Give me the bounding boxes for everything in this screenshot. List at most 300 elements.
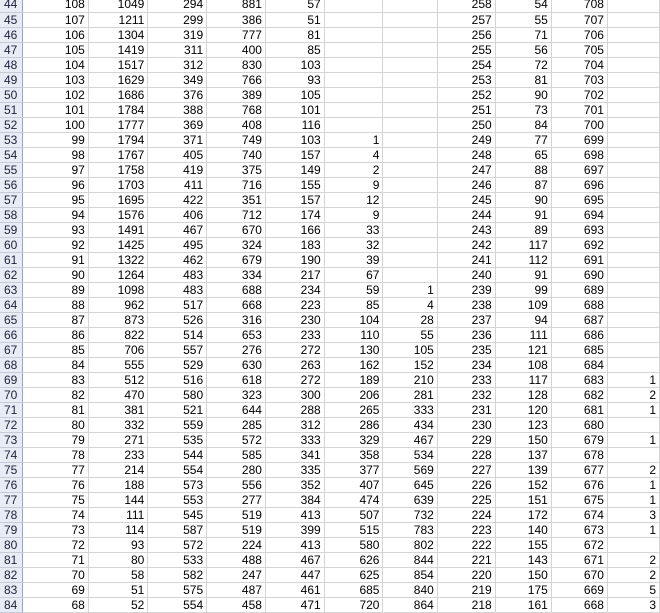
cell[interactable]: 572 (207, 432, 266, 447)
cell[interactable]: 1629 (88, 72, 148, 87)
cell[interactable]: 71 (495, 27, 551, 42)
cell[interactable]: 697 (551, 162, 607, 177)
cell[interactable]: 740 (207, 147, 266, 162)
cell[interactable]: 712 (207, 207, 266, 222)
cell[interactable]: 248 (437, 147, 495, 162)
cell[interactable]: 9 (324, 207, 383, 222)
cell[interactable]: 670 (207, 222, 266, 237)
cell[interactable]: 335 (265, 462, 324, 477)
cell[interactable]: 679 (207, 252, 266, 267)
row-header[interactable]: 64 (0, 297, 22, 312)
cell[interactable] (607, 102, 659, 117)
cell[interactable]: 87 (495, 177, 551, 192)
cell[interactable]: 85 (265, 42, 324, 57)
cell[interactable]: 59 (324, 282, 383, 297)
cell[interactable]: 703 (551, 72, 607, 87)
cell[interactable]: 695 (551, 192, 607, 207)
cell[interactable]: 190 (265, 252, 324, 267)
cell[interactable]: 334 (207, 267, 266, 282)
cell[interactable]: 533 (148, 552, 207, 567)
cell[interactable] (324, 102, 383, 117)
cell[interactable] (607, 72, 659, 87)
cell[interactable]: 236 (437, 327, 495, 342)
cell[interactable]: 462 (148, 252, 207, 267)
cell[interactable]: 559 (148, 417, 207, 432)
cell[interactable] (607, 222, 659, 237)
row-header[interactable]: 49 (0, 72, 22, 87)
cell[interactable]: 87 (22, 312, 88, 327)
cell[interactable]: 700 (551, 117, 607, 132)
cell[interactable] (607, 327, 659, 342)
cell[interactable]: 881 (207, 0, 266, 12)
cell[interactable]: 516 (148, 372, 207, 387)
cell[interactable] (607, 237, 659, 252)
cell[interactable]: 103 (265, 132, 324, 147)
cell[interactable]: 407 (324, 477, 383, 492)
cell[interactable]: 672 (551, 537, 607, 552)
row-header[interactable]: 69 (0, 372, 22, 387)
cell[interactable]: 1 (607, 402, 659, 417)
cell[interactable]: 157 (265, 192, 324, 207)
cell[interactable]: 229 (437, 432, 495, 447)
cell[interactable] (383, 192, 437, 207)
cell[interactable]: 80 (88, 552, 148, 567)
cell[interactable] (324, 27, 383, 42)
cell[interactable]: 85 (22, 342, 88, 357)
cell[interactable]: 93 (22, 222, 88, 237)
row-header[interactable]: 70 (0, 387, 22, 402)
cell[interactable]: 4 (383, 297, 437, 312)
cell[interactable] (324, 42, 383, 57)
cell[interactable]: 100 (22, 117, 88, 132)
cell[interactable]: 470 (88, 387, 148, 402)
cell[interactable]: 105 (383, 342, 437, 357)
cell[interactable]: 210 (383, 372, 437, 387)
cell[interactable]: 54 (495, 0, 551, 12)
cell[interactable]: 678 (551, 447, 607, 462)
cell[interactable]: 316 (207, 312, 266, 327)
cell[interactable]: 685 (324, 582, 383, 597)
cell[interactable]: 155 (495, 537, 551, 552)
row-header[interactable]: 53 (0, 132, 22, 147)
cell[interactable]: 1703 (88, 177, 148, 192)
row-header[interactable]: 72 (0, 417, 22, 432)
cell[interactable] (383, 162, 437, 177)
cell[interactable]: 108 (22, 0, 88, 12)
cell[interactable]: 217 (265, 267, 324, 282)
cell[interactable]: 1491 (88, 222, 148, 237)
cell[interactable]: 130 (324, 342, 383, 357)
cell[interactable]: 1784 (88, 102, 148, 117)
cell[interactable] (324, 57, 383, 72)
cell[interactable]: 413 (265, 537, 324, 552)
cell[interactable]: 699 (551, 132, 607, 147)
cell[interactable]: 535 (148, 432, 207, 447)
cell[interactable]: 555 (88, 357, 148, 372)
cell[interactable]: 447 (265, 567, 324, 582)
cell[interactable]: 240 (437, 267, 495, 282)
cell[interactable]: 88 (495, 162, 551, 177)
cell[interactable]: 1517 (88, 57, 148, 72)
cell[interactable] (383, 72, 437, 87)
cell[interactable]: 139 (495, 462, 551, 477)
cell[interactable]: 152 (495, 477, 551, 492)
cell[interactable]: 104 (324, 312, 383, 327)
cell[interactable]: 653 (207, 327, 266, 342)
cell[interactable]: 90 (495, 192, 551, 207)
cell[interactable]: 55 (383, 327, 437, 342)
cell[interactable] (324, 117, 383, 132)
cell[interactable]: 618 (207, 372, 266, 387)
cell[interactable]: 668 (551, 597, 607, 612)
cell[interactable]: 57 (265, 0, 324, 12)
cell[interactable]: 116 (265, 117, 324, 132)
cell[interactable]: 239 (437, 282, 495, 297)
cell[interactable]: 645 (383, 477, 437, 492)
cell[interactable]: 720 (324, 597, 383, 612)
cell[interactable]: 519 (207, 522, 266, 537)
cell[interactable]: 690 (551, 267, 607, 282)
cell[interactable]: 488 (207, 552, 266, 567)
cell[interactable]: 545 (148, 507, 207, 522)
cell[interactable]: 99 (495, 282, 551, 297)
cell[interactable]: 151 (495, 492, 551, 507)
cell[interactable] (607, 27, 659, 42)
cell[interactable]: 384 (265, 492, 324, 507)
row-header[interactable]: 66 (0, 327, 22, 342)
cell[interactable]: 81 (265, 27, 324, 42)
cell[interactable]: 143 (495, 552, 551, 567)
cell[interactable] (607, 207, 659, 222)
cell[interactable]: 71 (22, 552, 88, 567)
row-header[interactable]: 77 (0, 492, 22, 507)
cell[interactable] (607, 297, 659, 312)
cell[interactable]: 526 (148, 312, 207, 327)
cell[interactable]: 223 (265, 297, 324, 312)
cell[interactable]: 137 (495, 447, 551, 462)
cell[interactable]: 668 (207, 297, 266, 312)
cell[interactable]: 777 (207, 27, 266, 42)
row-header[interactable]: 47 (0, 42, 22, 57)
cell[interactable] (383, 102, 437, 117)
row-header[interactable]: 78 (0, 507, 22, 522)
cell[interactable]: 183 (265, 237, 324, 252)
cell[interactable]: 91 (495, 267, 551, 282)
cell[interactable]: 65 (495, 147, 551, 162)
row-header[interactable]: 50 (0, 87, 22, 102)
row-header[interactable]: 46 (0, 27, 22, 42)
cell[interactable]: 1098 (88, 282, 148, 297)
cell[interactable]: 544 (148, 447, 207, 462)
cell[interactable]: 234 (265, 282, 324, 297)
cell[interactable]: 854 (383, 567, 437, 582)
cell[interactable]: 228 (437, 447, 495, 462)
cell[interactable]: 434 (383, 417, 437, 432)
cell[interactable]: 101 (265, 102, 324, 117)
cell[interactable]: 72 (495, 57, 551, 72)
cell[interactable]: 783 (383, 522, 437, 537)
cell[interactable]: 691 (551, 252, 607, 267)
cell[interactable]: 263 (265, 357, 324, 372)
cell[interactable]: 844 (383, 552, 437, 567)
cell[interactable]: 708 (551, 0, 607, 12)
cell[interactable]: 244 (437, 207, 495, 222)
cell[interactable]: 1576 (88, 207, 148, 222)
cell[interactable]: 1794 (88, 132, 148, 147)
cell[interactable]: 123 (495, 417, 551, 432)
cell[interactable]: 233 (88, 447, 148, 462)
cell[interactable]: 117 (495, 237, 551, 252)
cell[interactable]: 250 (437, 117, 495, 132)
cell[interactable]: 2 (607, 567, 659, 582)
cell[interactable]: 521 (148, 402, 207, 417)
cell[interactable]: 319 (148, 27, 207, 42)
cell[interactable]: 157 (265, 147, 324, 162)
cell[interactable] (383, 42, 437, 57)
cell[interactable]: 554 (148, 597, 207, 612)
cell[interactable]: 1695 (88, 192, 148, 207)
cell[interactable]: 694 (551, 207, 607, 222)
cell[interactable]: 94 (495, 312, 551, 327)
cell[interactable]: 96 (22, 177, 88, 192)
cell[interactable] (607, 87, 659, 102)
cell[interactable]: 68 (22, 597, 88, 612)
cell[interactable]: 140 (495, 522, 551, 537)
cell[interactable]: 77 (495, 132, 551, 147)
cell[interactable] (383, 237, 437, 252)
cell[interactable]: 698 (551, 147, 607, 162)
cell[interactable]: 704 (551, 57, 607, 72)
cell[interactable]: 1686 (88, 87, 148, 102)
cell[interactable]: 104 (22, 57, 88, 72)
cell[interactable]: 72 (22, 537, 88, 552)
cell[interactable]: 93 (88, 537, 148, 552)
cell[interactable]: 93 (265, 72, 324, 87)
cell[interactable]: 705 (551, 42, 607, 57)
row-header[interactable]: 48 (0, 57, 22, 72)
row-header[interactable]: 54 (0, 147, 22, 162)
cell[interactable]: 556 (207, 477, 266, 492)
cell[interactable]: 349 (148, 72, 207, 87)
cell[interactable]: 587 (148, 522, 207, 537)
cell[interactable]: 681 (551, 402, 607, 417)
cell[interactable]: 677 (551, 462, 607, 477)
cell[interactable]: 2 (324, 162, 383, 177)
cell[interactable]: 9 (324, 177, 383, 192)
cell[interactable]: 252 (437, 87, 495, 102)
cell[interactable]: 219 (437, 582, 495, 597)
row-header[interactable]: 61 (0, 252, 22, 267)
cell[interactable]: 102 (22, 87, 88, 102)
cell[interactable]: 88 (22, 297, 88, 312)
cell[interactable]: 98 (22, 147, 88, 162)
cell[interactable]: 77 (22, 462, 88, 477)
cell[interactable]: 258 (437, 0, 495, 12)
cell[interactable]: 227 (437, 462, 495, 477)
cell[interactable]: 1767 (88, 147, 148, 162)
cell[interactable]: 358 (324, 447, 383, 462)
cell[interactable]: 247 (437, 162, 495, 177)
cell[interactable]: 311 (148, 42, 207, 57)
cell[interactable]: 230 (437, 417, 495, 432)
cell[interactable] (383, 147, 437, 162)
cell[interactable] (324, 12, 383, 27)
cell[interactable]: 2 (607, 552, 659, 567)
cell[interactable] (607, 57, 659, 72)
row-header[interactable]: 62 (0, 267, 22, 282)
cell[interactable]: 683 (551, 372, 607, 387)
cell[interactable]: 67 (324, 267, 383, 282)
cell[interactable]: 233 (265, 327, 324, 342)
cell[interactable] (383, 222, 437, 237)
cell[interactable]: 1304 (88, 27, 148, 42)
cell[interactable]: 1264 (88, 267, 148, 282)
cell[interactable]: 1 (607, 522, 659, 537)
cell[interactable]: 272 (265, 342, 324, 357)
cell[interactable]: 246 (437, 177, 495, 192)
cell[interactable] (383, 27, 437, 42)
cell[interactable]: 312 (148, 57, 207, 72)
cell[interactable]: 766 (207, 72, 266, 87)
row-header[interactable]: 73 (0, 432, 22, 447)
cell[interactable]: 693 (551, 222, 607, 237)
cell[interactable]: 109 (495, 297, 551, 312)
cell[interactable]: 92 (22, 237, 88, 252)
cell[interactable]: 189 (324, 372, 383, 387)
cell[interactable]: 575 (148, 582, 207, 597)
cell[interactable]: 324 (207, 237, 266, 252)
cell[interactable]: 78 (22, 447, 88, 462)
cell[interactable]: 257 (437, 12, 495, 27)
cell[interactable]: 706 (88, 342, 148, 357)
cell[interactable]: 91 (495, 207, 551, 222)
cell[interactable]: 352 (265, 477, 324, 492)
cell[interactable]: 679 (551, 432, 607, 447)
cell[interactable]: 51 (265, 12, 324, 27)
cell[interactable]: 128 (495, 387, 551, 402)
cell[interactable]: 220 (437, 567, 495, 582)
cell[interactable]: 121 (495, 342, 551, 357)
cell[interactable]: 1 (607, 432, 659, 447)
cell[interactable]: 569 (383, 462, 437, 477)
cell[interactable] (607, 342, 659, 357)
cell[interactable]: 33 (324, 222, 383, 237)
cell[interactable]: 377 (324, 462, 383, 477)
cell[interactable] (607, 357, 659, 372)
cell[interactable]: 1419 (88, 42, 148, 57)
row-header[interactable]: 75 (0, 462, 22, 477)
cell[interactable]: 150 (495, 567, 551, 582)
cell[interactable]: 580 (324, 537, 383, 552)
cell[interactable]: 103 (265, 57, 324, 72)
cell[interactable]: 218 (437, 597, 495, 612)
cell[interactable] (607, 177, 659, 192)
cell[interactable]: 97 (22, 162, 88, 177)
cell[interactable]: 222 (437, 537, 495, 552)
cell[interactable]: 517 (148, 297, 207, 312)
cell[interactable]: 56 (495, 42, 551, 57)
cell[interactable]: 101 (22, 102, 88, 117)
cell[interactable]: 702 (551, 87, 607, 102)
row-header[interactable]: 57 (0, 192, 22, 207)
cell[interactable]: 369 (148, 117, 207, 132)
cell[interactable]: 381 (88, 402, 148, 417)
cell[interactable]: 94 (22, 207, 88, 222)
cell[interactable]: 12 (324, 192, 383, 207)
cell[interactable]: 255 (437, 42, 495, 57)
cell[interactable]: 534 (383, 447, 437, 462)
cell[interactable]: 105 (22, 42, 88, 57)
cell[interactable]: 519 (207, 507, 266, 522)
cell[interactable]: 707 (551, 12, 607, 27)
cell[interactable]: 81 (22, 402, 88, 417)
cell[interactable]: 73 (22, 522, 88, 537)
cell[interactable]: 341 (265, 447, 324, 462)
cell[interactable] (607, 12, 659, 27)
cell[interactable]: 553 (148, 492, 207, 507)
cell[interactable]: 2 (607, 462, 659, 477)
cell[interactable]: 28 (383, 312, 437, 327)
cell[interactable]: 411 (148, 177, 207, 192)
cell[interactable]: 399 (265, 522, 324, 537)
cell[interactable]: 674 (551, 507, 607, 522)
cell[interactable] (607, 132, 659, 147)
row-header[interactable]: 82 (0, 567, 22, 582)
cell[interactable]: 172 (495, 507, 551, 522)
cell[interactable]: 166 (265, 222, 324, 237)
cell[interactable]: 1 (383, 282, 437, 297)
cell[interactable]: 676 (551, 477, 607, 492)
cell[interactable] (607, 147, 659, 162)
cell[interactable]: 686 (551, 327, 607, 342)
cell[interactable]: 333 (265, 432, 324, 447)
cell[interactable]: 323 (207, 387, 266, 402)
cell[interactable]: 673 (551, 522, 607, 537)
cell[interactable]: 232 (437, 387, 495, 402)
cell[interactable]: 84 (22, 357, 88, 372)
cell[interactable] (607, 312, 659, 327)
cell[interactable]: 188 (88, 477, 148, 492)
cell[interactable]: 625 (324, 567, 383, 582)
cell[interactable]: 515 (324, 522, 383, 537)
cell[interactable]: 81 (495, 72, 551, 87)
cell[interactable]: 557 (148, 342, 207, 357)
cell[interactable]: 351 (207, 192, 266, 207)
cell[interactable] (607, 117, 659, 132)
cell[interactable] (383, 267, 437, 282)
row-header[interactable]: 45 (0, 12, 22, 27)
cell[interactable]: 75 (22, 492, 88, 507)
cell[interactable]: 300 (265, 387, 324, 402)
row-header[interactable]: 52 (0, 117, 22, 132)
cell[interactable]: 117 (495, 372, 551, 387)
cell[interactable] (324, 0, 383, 12)
cell[interactable] (324, 87, 383, 102)
cell[interactable]: 4 (324, 147, 383, 162)
cell[interactable]: 701 (551, 102, 607, 117)
cell[interactable] (607, 447, 659, 462)
cell[interactable]: 483 (148, 282, 207, 297)
cell[interactable]: 1425 (88, 237, 148, 252)
cell[interactable]: 630 (207, 357, 266, 372)
cell[interactable]: 626 (324, 552, 383, 567)
cell[interactable]: 110 (324, 327, 383, 342)
cell[interactable]: 90 (495, 87, 551, 102)
cell[interactable]: 332 (88, 417, 148, 432)
cell[interactable]: 247 (207, 567, 266, 582)
cell[interactable]: 1 (324, 132, 383, 147)
row-header[interactable]: 67 (0, 342, 22, 357)
